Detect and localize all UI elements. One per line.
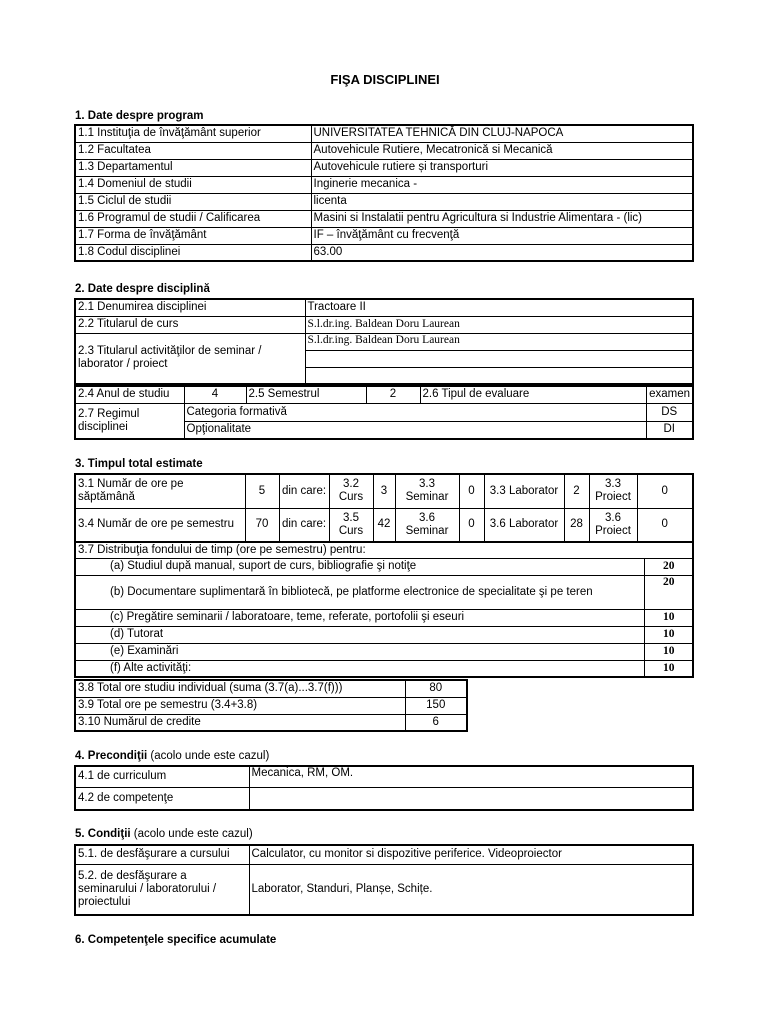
time-cell: 3.2 Curs bbox=[329, 474, 373, 508]
section-1-heading: 1. Date despre program bbox=[75, 110, 204, 122]
time-cell: din care: bbox=[279, 474, 329, 508]
totals-value: 80 bbox=[405, 680, 467, 697]
program-row bbox=[75, 142, 693, 159]
time-cell: 0 bbox=[637, 508, 693, 542]
time-cell: 3 bbox=[373, 474, 395, 508]
program-row bbox=[75, 176, 693, 193]
distribution-item: (c) Pregătire seminarii / laboratoare, teme, referate, portofolii şi eseuri bbox=[75, 609, 645, 626]
curriculum-value: Mecanica, RM, OM. bbox=[249, 766, 693, 787]
time-cell: 70 bbox=[245, 508, 279, 542]
distribution-row bbox=[75, 558, 693, 575]
distribution-hours: 10 bbox=[645, 643, 693, 660]
time-cell: 3.3 Proiect bbox=[589, 474, 637, 508]
time-cell: 3.4 Număr de ore pe semestru bbox=[75, 508, 245, 542]
preconditions-table bbox=[74, 765, 694, 811]
program-row bbox=[75, 193, 693, 210]
titular-value: S.l.dr.ing. Baldean Doru Laurean bbox=[305, 316, 693, 333]
conditions-curs-value: Calculator, cu monitor si dispozitive periferice. Videoproiector bbox=[249, 845, 693, 864]
regim-label: 2.7 Regimul disciplinei bbox=[75, 403, 184, 439]
time-cell: 3.3 Laborator bbox=[484, 474, 564, 508]
program-label: 1.6 Programul de studii / Calificarea bbox=[75, 210, 311, 227]
distribution-item: (d) Tutorat bbox=[75, 626, 645, 643]
time-cell: 3.5 Curs bbox=[329, 508, 373, 542]
conditions-table bbox=[74, 844, 694, 916]
totals-row bbox=[75, 680, 467, 697]
program-row bbox=[75, 125, 693, 142]
optionalitate-label: Opţionalitate bbox=[184, 421, 646, 439]
time-table bbox=[74, 473, 694, 543]
distribution-row bbox=[75, 609, 693, 626]
time-cell: 28 bbox=[564, 508, 589, 542]
program-value: Masini si Instalatii pentru Agricultura si Industrie Alimentara - (lic) bbox=[311, 210, 693, 227]
program-label: 1.4 Domeniul de studii bbox=[75, 176, 311, 193]
semestru-label: 2.5 Semestrul bbox=[246, 386, 366, 403]
optionalitate-value: DI bbox=[646, 421, 693, 439]
section-4-heading: 4. Precondiţii (acolo unde este cazul) bbox=[75, 750, 270, 762]
activitati-value: S.l.dr.ing. Baldean Doru Laurean bbox=[305, 333, 693, 350]
activitati-label: 2.3 Titularul activităţilor de seminar / laborator / proiect bbox=[75, 333, 305, 384]
categoria-label: Categoria formativă bbox=[184, 403, 646, 421]
time-cell: 2 bbox=[564, 474, 589, 508]
program-value: Inginerie mecanica - bbox=[311, 176, 693, 193]
time-row bbox=[75, 474, 693, 508]
time-cell: 5 bbox=[245, 474, 279, 508]
distribution-hours: 20 bbox=[645, 558, 693, 575]
distribution-hours: 10 bbox=[645, 660, 693, 677]
program-value: IF – învăţământ cu frecvenţă bbox=[311, 227, 693, 244]
distribution-item: (a) Studiul după manual, suport de curs, bibliografie şi notiţe bbox=[75, 558, 645, 575]
program-row bbox=[75, 210, 693, 227]
categoria-value: DS bbox=[646, 403, 693, 421]
conditions-curs-label: 5.1. de desfăşurare a cursului bbox=[75, 845, 249, 864]
distribution-hours: 20 bbox=[645, 575, 693, 609]
an-value: 4 bbox=[184, 386, 246, 403]
program-row bbox=[75, 244, 693, 261]
program-row bbox=[75, 227, 693, 244]
time-cell: 3.6 Laborator bbox=[484, 508, 564, 542]
distribution-row bbox=[75, 643, 693, 660]
program-value: UNIVERSITATEA TEHNICĂ DIN CLUJ-NAPOCA bbox=[311, 125, 693, 142]
totals-table bbox=[74, 679, 468, 732]
time-cell: 3.6 Seminar bbox=[395, 508, 459, 542]
time-cell: 0 bbox=[459, 474, 484, 508]
semestru-value: 2 bbox=[366, 386, 420, 403]
program-value: licenta bbox=[311, 193, 693, 210]
discipline-table-a bbox=[74, 298, 694, 385]
evaluare-value: examen bbox=[646, 386, 693, 403]
program-table bbox=[74, 124, 694, 262]
discipline-table-b bbox=[74, 385, 694, 440]
distribution-table bbox=[74, 541, 694, 678]
totals-value: 150 bbox=[405, 697, 467, 714]
program-label: 1.3 Departamentul bbox=[75, 159, 311, 176]
time-cell: 3.6 Proiect bbox=[589, 508, 637, 542]
distribution-row bbox=[75, 575, 693, 609]
totals-row bbox=[75, 714, 467, 731]
distribution-item: (f) Alte activităţi: bbox=[75, 660, 645, 677]
competente-label: 4.2 de competenţe bbox=[75, 787, 249, 810]
time-cell: 0 bbox=[637, 474, 693, 508]
section-5-heading: 5. Condiţii (acolo unde este cazul) bbox=[75, 828, 253, 840]
program-label: 1.1 Instituţia de învăţământ superior bbox=[75, 125, 311, 142]
section-3-heading: 3. Timpul total estimate bbox=[75, 458, 203, 470]
program-row bbox=[75, 159, 693, 176]
time-cell: din care: bbox=[279, 508, 329, 542]
program-label: 1.5 Ciclul de studii bbox=[75, 193, 311, 210]
distribution-row bbox=[75, 626, 693, 643]
distribution-label: 3.7 Distribuţia fondului de timp (ore pe semestru) pentru: bbox=[75, 542, 693, 558]
evaluare-label: 2.6 Tipul de evaluare bbox=[420, 386, 646, 403]
totals-label: 3.10 Numărul de credite bbox=[75, 714, 405, 731]
an-label: 2.4 Anul de studiu bbox=[75, 386, 184, 403]
program-label: 1.2 Facultatea bbox=[75, 142, 311, 159]
curriculum-label: 4.1 de curriculum bbox=[75, 766, 249, 787]
distribution-row bbox=[75, 660, 693, 677]
conditions-seminar-label: 5.2. de desfăşurare a seminarului / laboratorului / proiectului bbox=[75, 864, 249, 915]
titular-label: 2.2 Titularul de curs bbox=[75, 316, 305, 333]
denumire-label: 2.1 Denumirea disciplinei bbox=[75, 299, 305, 316]
program-label: 1.7 Forma de învăţământ bbox=[75, 227, 311, 244]
distribution-item: (b) Documentare suplimentară în bibliotecă, pe platforme electronice de specialitate şi pe teren bbox=[75, 575, 645, 609]
conditions-seminar-value: Laborator, Standuri, Planșe, Schițe. bbox=[249, 864, 693, 915]
totals-row bbox=[75, 697, 467, 714]
activitati-empty-2 bbox=[305, 367, 693, 384]
time-cell: 0 bbox=[459, 508, 484, 542]
denumire-value: Tractoare II bbox=[305, 299, 693, 316]
totals-label: 3.9 Total ore pe semestru (3.4+3.8) bbox=[75, 697, 405, 714]
program-value: Autovehicule rutiere și transporturi bbox=[311, 159, 693, 176]
activitati-empty-1 bbox=[305, 350, 693, 367]
distribution-hours: 10 bbox=[645, 626, 693, 643]
program-value: Autovehicule Rutiere, Mecatronică si Mecanică bbox=[311, 142, 693, 159]
totals-label: 3.8 Total ore studiu individual (suma (3.7(a)...3.7(f))) bbox=[75, 680, 405, 697]
section-2-heading: 2. Date despre disciplină bbox=[75, 283, 210, 295]
time-cell: 3.1 Număr de ore pe săptămână bbox=[75, 474, 245, 508]
section-6-heading: 6. Competenţele specifice acumulate bbox=[75, 934, 277, 946]
time-cell: 42 bbox=[373, 508, 395, 542]
page-title: FIŞA DISCIPLINEI bbox=[330, 72, 440, 87]
competente-value bbox=[249, 787, 693, 810]
time-row bbox=[75, 508, 693, 542]
distribution-item: (e) Examinări bbox=[75, 643, 645, 660]
program-value: 63.00 bbox=[311, 244, 693, 261]
distribution-hours: 10 bbox=[645, 609, 693, 626]
totals-value: 6 bbox=[405, 714, 467, 731]
time-cell: 3.3 Seminar bbox=[395, 474, 459, 508]
program-label: 1.8 Codul disciplinei bbox=[75, 244, 311, 261]
